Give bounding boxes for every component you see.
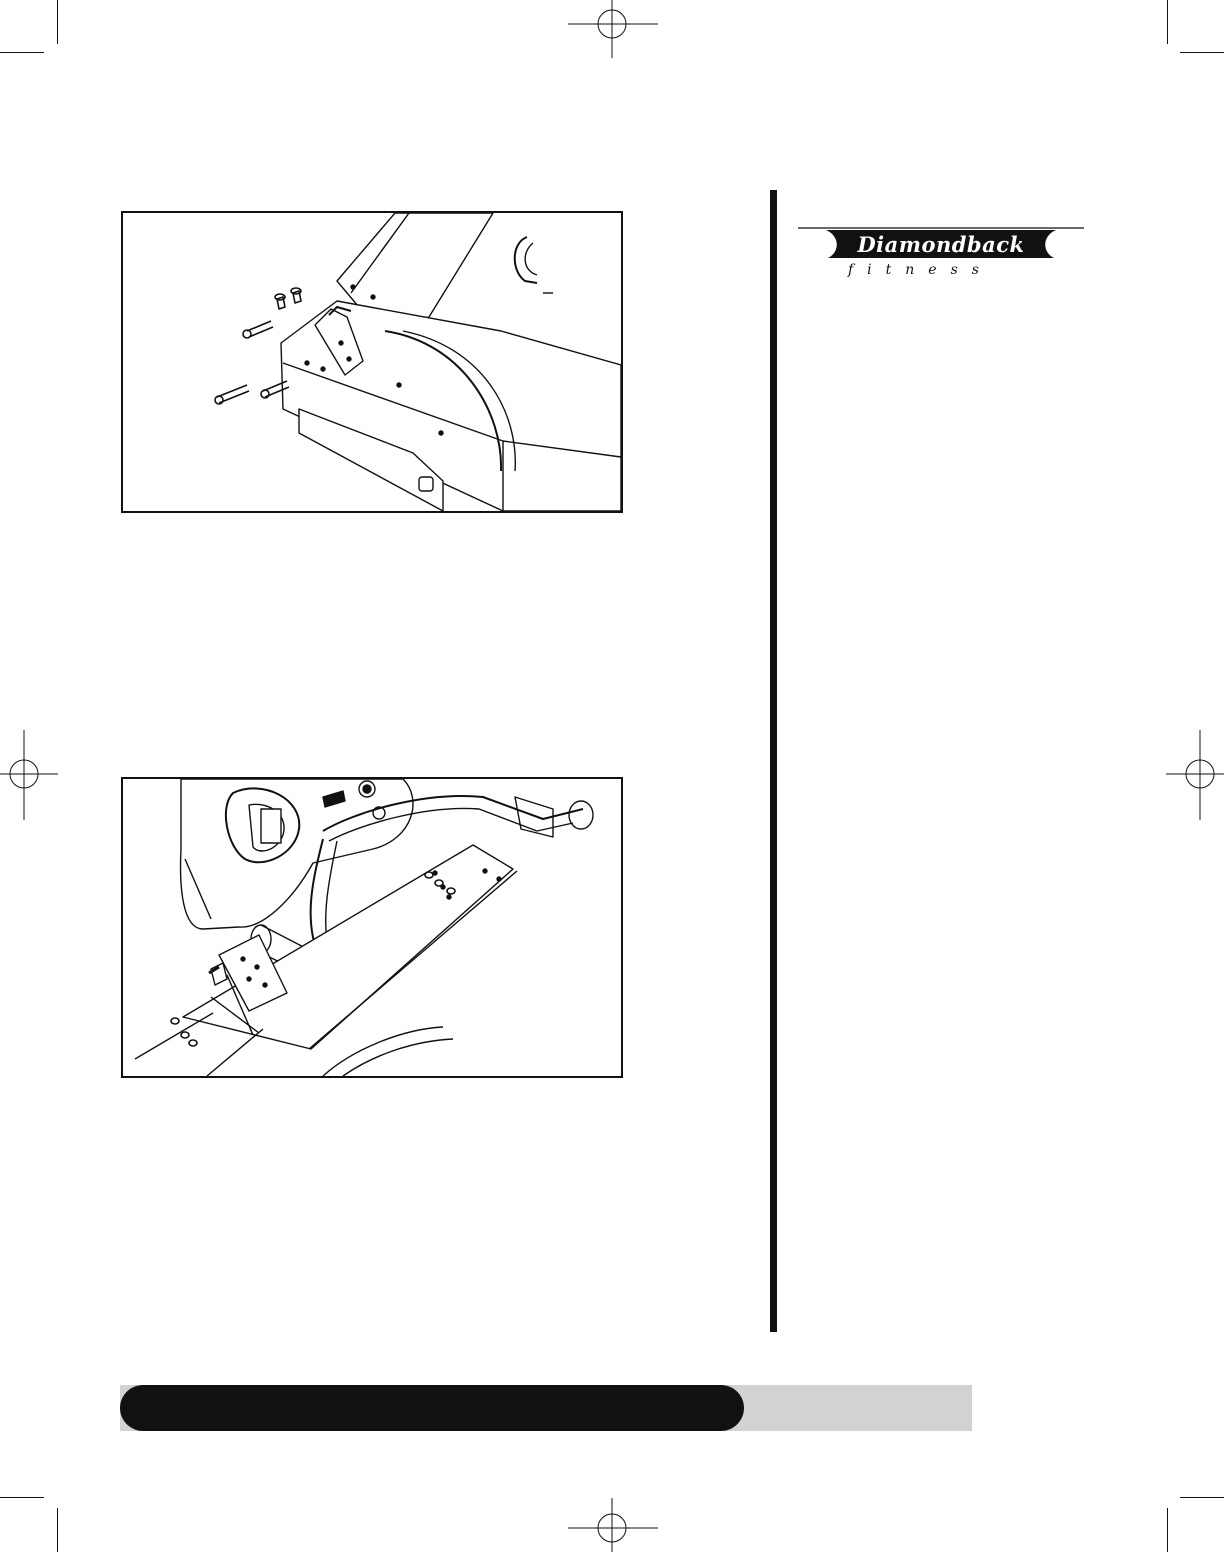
brand-name: Diamondback [857, 232, 1025, 257]
crop-mark [1180, 1497, 1224, 1498]
assembly-illustration-bolts-bracket-icon [123, 213, 621, 511]
crop-mark [57, 1508, 58, 1552]
crop-mark [57, 0, 58, 44]
crop-mark [1167, 0, 1168, 44]
crop-mark [1180, 52, 1224, 53]
registration-mark-top [568, 0, 658, 60]
figure-top [121, 211, 623, 513]
footer-bar [120, 1385, 972, 1431]
brand-logo [796, 222, 1086, 282]
crop-mark [0, 1497, 44, 1498]
registration-mark-left [0, 730, 60, 820]
figure-bottom [121, 777, 623, 1078]
assembly-illustration-console-handlebar-icon [123, 779, 621, 1076]
registration-mark-bottom [568, 1498, 658, 1552]
vertical-rule [770, 190, 777, 1332]
crop-mark [1167, 1508, 1168, 1552]
brand-tagline: fitness [848, 262, 993, 278]
footer-black-pill [120, 1385, 744, 1431]
crop-mark [0, 52, 44, 53]
registration-mark-right [1164, 730, 1224, 820]
